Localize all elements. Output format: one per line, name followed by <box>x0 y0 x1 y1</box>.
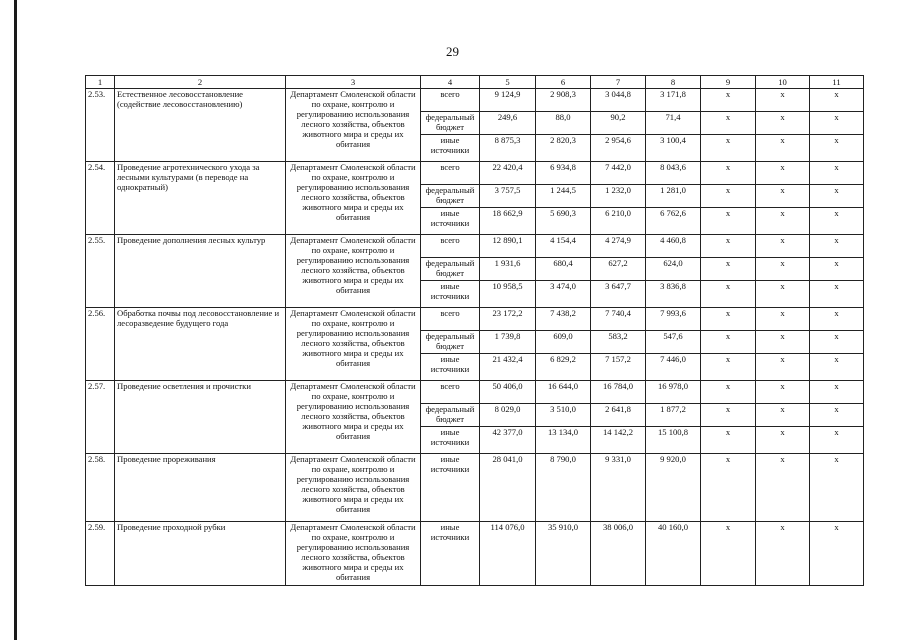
indicator-mark: x <box>810 404 864 427</box>
total-amount: 12 890,1 <box>480 235 536 258</box>
year-amount: 16 644,0 <box>536 381 591 404</box>
header-row <box>86 76 864 89</box>
indicator-mark: x <box>810 235 864 258</box>
year-amount: 8 043,6 <box>646 162 701 185</box>
year-amount: 7 157,2 <box>591 354 646 381</box>
column-header: 9 <box>701 76 756 89</box>
column-header: 3 <box>286 76 421 89</box>
year-amount: 3 647,7 <box>591 281 646 308</box>
year-amount: 1 877,2 <box>646 404 701 427</box>
total-amount: 10 958,5 <box>480 281 536 308</box>
executor-name: Департамент Смоленской области по охране, контролю и регулированию использования лесного хозяйства, объектов животного мира и среды их обитания <box>286 381 421 454</box>
year-amount: 7 438,2 <box>536 308 591 331</box>
total-amount: 50 406,0 <box>480 381 536 404</box>
activity-name: Проведение агротехнического ухода за лесными культурами (в переводе на однократный) <box>115 162 286 235</box>
indicator-mark: x <box>810 89 864 112</box>
indicator-mark: x <box>756 162 810 185</box>
funding-source: федеральный бюджет <box>421 258 480 281</box>
year-amount: 4 154,4 <box>536 235 591 258</box>
funding-source: иные источники <box>421 522 480 586</box>
table-row <box>86 308 864 331</box>
indicator-mark: x <box>810 522 864 586</box>
year-amount: 2 908,3 <box>536 89 591 112</box>
funding-source: всего <box>421 381 480 404</box>
total-amount: 42 377,0 <box>480 427 536 454</box>
year-amount: 3 171,8 <box>646 89 701 112</box>
year-amount: 1 244,5 <box>536 185 591 208</box>
year-amount: 16 784,0 <box>591 381 646 404</box>
table-row <box>86 454 864 522</box>
year-amount: 7 442,0 <box>591 162 646 185</box>
indicator-mark: x <box>701 404 756 427</box>
year-amount: 6 829,2 <box>536 354 591 381</box>
indicator-mark: x <box>810 162 864 185</box>
column-header: 10 <box>756 76 810 89</box>
indicator-mark: x <box>701 89 756 112</box>
total-amount: 9 124,9 <box>480 89 536 112</box>
total-amount: 22 420,4 <box>480 162 536 185</box>
year-amount: 3 510,0 <box>536 404 591 427</box>
column-header: 8 <box>646 76 701 89</box>
table-row <box>86 162 864 185</box>
column-header: 7 <box>591 76 646 89</box>
year-amount: 3 044,8 <box>591 89 646 112</box>
indicator-mark: x <box>701 112 756 135</box>
year-amount: 6 934,8 <box>536 162 591 185</box>
indicator-mark: x <box>701 427 756 454</box>
year-amount: 2 820,3 <box>536 135 591 162</box>
funding-source: иные источники <box>421 281 480 308</box>
year-amount: 35 910,0 <box>536 522 591 586</box>
indicator-mark: x <box>701 185 756 208</box>
year-amount: 40 160,0 <box>646 522 701 586</box>
year-amount: 15 100,8 <box>646 427 701 454</box>
column-header: 4 <box>421 76 480 89</box>
activity-name: Проведение осветления и прочистки <box>115 381 286 454</box>
year-amount: 1 232,0 <box>591 185 646 208</box>
total-amount: 1 739,8 <box>480 331 536 354</box>
year-amount: 547,6 <box>646 331 701 354</box>
year-amount: 9 920,0 <box>646 454 701 522</box>
column-header: 6 <box>536 76 591 89</box>
total-amount: 249,6 <box>480 112 536 135</box>
total-amount: 8 029,0 <box>480 404 536 427</box>
row-number: 2.58. <box>86 454 115 522</box>
row-number: 2.59. <box>86 522 115 586</box>
indicator-mark: x <box>701 354 756 381</box>
year-amount: 38 006,0 <box>591 522 646 586</box>
funding-source: иные источники <box>421 454 480 522</box>
row-number: 2.53. <box>86 89 115 162</box>
year-amount: 14 142,2 <box>591 427 646 454</box>
year-amount: 680,4 <box>536 258 591 281</box>
activity-name: Проведение проходной рубки <box>115 522 286 586</box>
indicator-mark: x <box>701 522 756 586</box>
indicator-mark: x <box>701 208 756 235</box>
year-amount: 3 474,0 <box>536 281 591 308</box>
indicator-mark: x <box>756 281 810 308</box>
year-amount: 3 836,8 <box>646 281 701 308</box>
indicator-mark: x <box>756 208 810 235</box>
funding-source: иные источники <box>421 354 480 381</box>
funding-source: всего <box>421 162 480 185</box>
funding-source: всего <box>421 235 480 258</box>
activity-name: Проведение дополнения лесных культур <box>115 235 286 308</box>
table-row <box>86 235 864 258</box>
year-amount: 7 740,4 <box>591 308 646 331</box>
total-amount: 28 041,0 <box>480 454 536 522</box>
executor-name: Департамент Смоленской области по охране, контролю и регулированию использования лесного хозяйства, объектов животного мира и среды их обитания <box>286 235 421 308</box>
indicator-mark: x <box>810 454 864 522</box>
funding-source: федеральный бюджет <box>421 185 480 208</box>
year-amount: 9 331,0 <box>591 454 646 522</box>
funding-source: всего <box>421 308 480 331</box>
total-amount: 1 931,6 <box>480 258 536 281</box>
year-amount: 4 460,8 <box>646 235 701 258</box>
year-amount: 4 274,9 <box>591 235 646 258</box>
table-row <box>86 89 864 112</box>
indicator-mark: x <box>701 308 756 331</box>
column-header: 11 <box>810 76 864 89</box>
indicator-mark: x <box>756 354 810 381</box>
year-amount: 13 134,0 <box>536 427 591 454</box>
year-amount: 5 690,3 <box>536 208 591 235</box>
total-amount: 3 757,5 <box>480 185 536 208</box>
total-amount: 8 875,3 <box>480 135 536 162</box>
indicator-mark: x <box>701 258 756 281</box>
funding-source: иные источники <box>421 208 480 235</box>
indicator-mark: x <box>756 258 810 281</box>
activity-name: Обработка почвы под лесовосстановление и лесоразведение будущего года <box>115 308 286 381</box>
indicator-mark: x <box>756 331 810 354</box>
funding-source: федеральный бюджет <box>421 112 480 135</box>
indicator-mark: x <box>756 89 810 112</box>
indicator-mark: x <box>810 258 864 281</box>
indicator-mark: x <box>810 354 864 381</box>
year-amount: 2 641,8 <box>591 404 646 427</box>
year-amount: 624,0 <box>646 258 701 281</box>
indicator-mark: x <box>756 235 810 258</box>
funding-source: всего <box>421 89 480 112</box>
indicator-mark: x <box>701 331 756 354</box>
row-number: 2.55. <box>86 235 115 308</box>
executor-name: Департамент Смоленской области по охране, контролю и регулированию использования лесного хозяйства, объектов животного мира и среды их обитания <box>286 522 421 586</box>
indicator-mark: x <box>701 235 756 258</box>
indicator-mark: x <box>756 112 810 135</box>
indicator-mark: x <box>756 404 810 427</box>
total-amount: 23 172,2 <box>480 308 536 331</box>
budget-table <box>85 75 864 586</box>
funding-source: федеральный бюджет <box>421 331 480 354</box>
row-number: 2.54. <box>86 162 115 235</box>
executor-name: Департамент Смоленской области по охране, контролю и регулированию использования лесного хозяйства, объектов животного мира и среды их обитания <box>286 162 421 235</box>
executor-name: Департамент Смоленской области по охране, контролю и регулированию использования лесного хозяйства, объектов животного мира и среды их обитания <box>286 308 421 381</box>
year-amount: 88,0 <box>536 112 591 135</box>
year-amount: 2 954,6 <box>591 135 646 162</box>
year-amount: 583,2 <box>591 331 646 354</box>
indicator-mark: x <box>701 281 756 308</box>
activity-name: Проведение прореживания <box>115 454 286 522</box>
year-amount: 7 993,6 <box>646 308 701 331</box>
executor-name: Департамент Смоленской области по охране, контролю и регулированию использования лесного хозяйства, объектов животного мира и среды их обитания <box>286 454 421 522</box>
total-amount: 114 076,0 <box>480 522 536 586</box>
year-amount: 16 978,0 <box>646 381 701 404</box>
indicator-mark: x <box>810 381 864 404</box>
left-margin-rule <box>14 0 17 640</box>
indicator-mark: x <box>810 135 864 162</box>
funding-source: федеральный бюджет <box>421 404 480 427</box>
page-number: 29 <box>446 44 459 59</box>
indicator-mark: x <box>810 308 864 331</box>
total-amount: 18 662,9 <box>480 208 536 235</box>
indicator-mark: x <box>810 112 864 135</box>
indicator-mark: x <box>756 381 810 404</box>
total-amount: 21 432,4 <box>480 354 536 381</box>
year-amount: 7 446,0 <box>646 354 701 381</box>
year-amount: 1 281,0 <box>646 185 701 208</box>
year-amount: 71,4 <box>646 112 701 135</box>
indicator-mark: x <box>810 427 864 454</box>
indicator-mark: x <box>701 381 756 404</box>
row-number: 2.56. <box>86 308 115 381</box>
column-header: 5 <box>480 76 536 89</box>
indicator-mark: x <box>810 208 864 235</box>
indicator-mark: x <box>756 427 810 454</box>
table-body <box>86 76 864 586</box>
year-amount: 8 790,0 <box>536 454 591 522</box>
row-number: 2.57. <box>86 381 115 454</box>
indicator-mark: x <box>701 162 756 185</box>
indicator-mark: x <box>756 308 810 331</box>
indicator-mark: x <box>810 185 864 208</box>
column-header: 2 <box>115 76 286 89</box>
year-amount: 6 762,6 <box>646 208 701 235</box>
indicator-mark: x <box>756 135 810 162</box>
year-amount: 6 210,0 <box>591 208 646 235</box>
activity-name: Естественное лесовосстановление (содействие лесовосстановлению) <box>115 89 286 162</box>
year-amount: 627,2 <box>591 258 646 281</box>
indicator-mark: x <box>810 281 864 308</box>
indicator-mark: x <box>756 522 810 586</box>
indicator-mark: x <box>701 454 756 522</box>
indicator-mark: x <box>701 135 756 162</box>
funding-source: иные источники <box>421 427 480 454</box>
table-row <box>86 381 864 404</box>
indicator-mark: x <box>810 331 864 354</box>
funding-source: иные источники <box>421 135 480 162</box>
table-row <box>86 522 864 586</box>
year-amount: 3 100,4 <box>646 135 701 162</box>
year-amount: 609,0 <box>536 331 591 354</box>
executor-name: Департамент Смоленской области по охране, контролю и регулированию использования лесного хозяйства, объектов животного мира и среды их обитания <box>286 89 421 162</box>
indicator-mark: x <box>756 185 810 208</box>
column-header: 1 <box>86 76 115 89</box>
indicator-mark: x <box>756 454 810 522</box>
year-amount: 90,2 <box>591 112 646 135</box>
